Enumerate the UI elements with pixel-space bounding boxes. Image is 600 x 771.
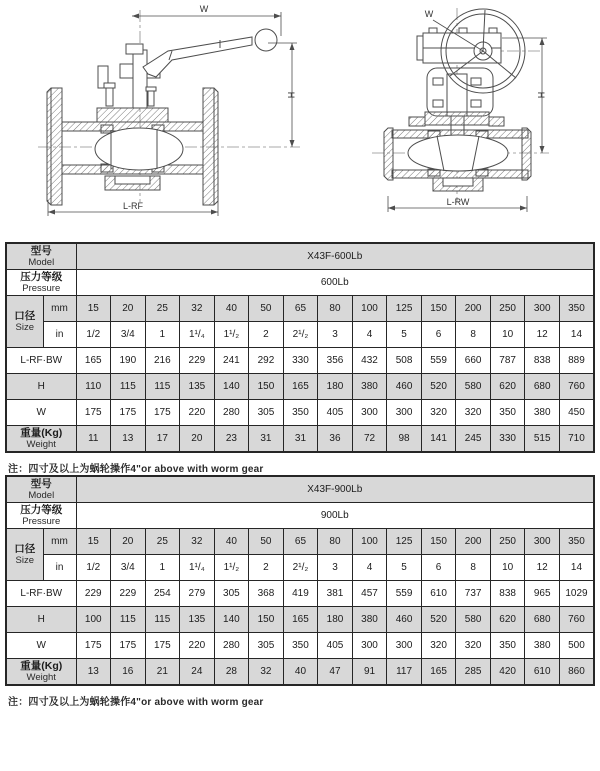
spec-cell: 12 xyxy=(525,322,560,348)
spec-cell: 5 xyxy=(387,555,422,581)
spec-cell: 450 xyxy=(559,400,594,426)
model-label: 型号 Model xyxy=(6,476,76,503)
spec-cell: 8 xyxy=(456,322,491,348)
size-in-row xyxy=(6,322,594,348)
spec-cell: 47 xyxy=(318,659,353,686)
spec-cell: 65 xyxy=(283,296,318,322)
spec-cell: 380 xyxy=(352,374,387,400)
spec-cell: 305 xyxy=(249,400,284,426)
spec-cell: 381 xyxy=(318,581,353,607)
weight-label: 重量(Kg) Weight xyxy=(6,659,76,686)
spec-cell: 760 xyxy=(559,607,594,633)
spec-cell: 141 xyxy=(421,426,456,453)
dim-label-h-left: H xyxy=(286,91,296,99)
spec-cell: 285 xyxy=(456,659,491,686)
spec-cell: 40 xyxy=(283,659,318,686)
spec-cell: 32 xyxy=(180,296,215,322)
note-900lb: 注：四寸及以上为蜗轮操作4"or above with worm gear xyxy=(8,697,264,708)
lever-handle xyxy=(143,37,252,77)
h-row xyxy=(6,607,594,633)
spec-cell: 300 xyxy=(352,400,387,426)
spec-cell: 350 xyxy=(490,633,525,659)
spec-cell: 190 xyxy=(111,348,146,374)
spec-cell: 23 xyxy=(214,426,249,453)
spec-cell: 380 xyxy=(352,607,387,633)
spec-cell: 14 xyxy=(559,322,594,348)
weight-row xyxy=(6,426,594,453)
dim-label-lrw: L-RW xyxy=(446,197,470,207)
spec-cell: 165 xyxy=(76,348,111,374)
spec-cell: 13 xyxy=(111,426,146,453)
spec-cell: 175 xyxy=(111,633,146,659)
spec-cell: 460 xyxy=(387,607,422,633)
spec-cell: 175 xyxy=(145,400,180,426)
spec-cell: 515 xyxy=(525,426,560,453)
spec-cell: 300 xyxy=(525,296,560,322)
stem xyxy=(447,74,467,116)
size-mm-row xyxy=(6,296,594,322)
weight-row xyxy=(6,659,594,686)
spec-cell: 380 xyxy=(525,400,560,426)
note-600lb: 注：四寸及以上为蜗轮操作4"or above with worm gear xyxy=(8,464,264,475)
spec-cell: 419 xyxy=(283,581,318,607)
handle-ball-grip xyxy=(255,29,277,51)
spec-cell: 40 xyxy=(214,529,249,555)
spec-cell: 350 xyxy=(490,400,525,426)
w-label: W xyxy=(6,633,76,659)
spec-cell: 1 xyxy=(145,322,180,348)
spec-cell: 620 xyxy=(490,374,525,400)
model-row xyxy=(6,476,594,503)
size-label: 口径 Size xyxy=(6,296,43,348)
spec-cell: 350 xyxy=(559,529,594,555)
spec-cell: 5 xyxy=(387,322,422,348)
spec-cell: 1¹/₂ xyxy=(214,555,249,581)
spec-cell: 65 xyxy=(283,529,318,555)
spec-cell: 220 xyxy=(180,400,215,426)
spec-cell: 1/2 xyxy=(76,322,111,348)
spec-cell: 31 xyxy=(283,426,318,453)
spec-table-600lb xyxy=(5,242,595,453)
spec-cell: 12 xyxy=(525,555,560,581)
spec-cell: 24 xyxy=(180,659,215,686)
pressure-value: 600Lb xyxy=(76,270,594,296)
spec-cell: 25 xyxy=(145,296,180,322)
worm-gear-ball-valve-drawing xyxy=(372,8,549,212)
spec-cell: 838 xyxy=(525,348,560,374)
spec-cell: 110 xyxy=(76,374,111,400)
lrf-bw-row xyxy=(6,348,594,374)
dim-label-w-right: W xyxy=(424,9,434,19)
spec-cell: 175 xyxy=(76,633,111,659)
spec-cell: 117 xyxy=(387,659,422,686)
model-label: 型号 Model xyxy=(6,243,76,270)
spec-cell: 680 xyxy=(525,374,560,400)
spec-cell: 32 xyxy=(180,529,215,555)
h-label: H xyxy=(6,607,76,633)
spec-cell: 889 xyxy=(559,348,594,374)
spec-cell: 21 xyxy=(145,659,180,686)
spec-cell: 520 xyxy=(421,607,456,633)
spec-cell: 1029 xyxy=(559,581,594,607)
spec-cell: 91 xyxy=(352,659,387,686)
spec-cell: 72 xyxy=(352,426,387,453)
spec-cell: 180 xyxy=(318,607,353,633)
spec-cell: 175 xyxy=(111,400,146,426)
spec-cell: 760 xyxy=(559,374,594,400)
spec-cell: 965 xyxy=(525,581,560,607)
spec-cell: 115 xyxy=(111,607,146,633)
unit-mm-label: mm xyxy=(43,529,76,555)
spec-cell: 125 xyxy=(387,296,422,322)
stem-nut xyxy=(126,44,143,54)
spec-cell: 432 xyxy=(352,348,387,374)
spec-cell: 25 xyxy=(145,529,180,555)
w-label: W xyxy=(6,400,76,426)
spec-cell: 32 xyxy=(249,659,284,686)
spec-cell: 838 xyxy=(490,581,525,607)
spec-cell: 330 xyxy=(490,426,525,453)
spec-cell: 580 xyxy=(456,607,491,633)
dim-label-w-left: W xyxy=(199,4,209,14)
spec-cell: 508 xyxy=(387,348,422,374)
spec-cell: 10 xyxy=(490,555,525,581)
spec-cell: 4 xyxy=(352,322,387,348)
spec-cell: 150 xyxy=(249,607,284,633)
dim-label-h-right: H xyxy=(536,91,546,99)
spec-cell: 3 xyxy=(318,555,353,581)
spec-cell: 320 xyxy=(421,400,456,426)
spec-cell: 14 xyxy=(559,555,594,581)
spec-cell: 250 xyxy=(490,529,525,555)
spec-cell: 115 xyxy=(145,374,180,400)
spec-cell: 280 xyxy=(214,633,249,659)
spec-cell: 200 xyxy=(456,529,491,555)
mounting-pad xyxy=(425,112,489,125)
spec-cell: 460 xyxy=(387,374,422,400)
spec-cell: 17 xyxy=(145,426,180,453)
spec-cell: 100 xyxy=(76,607,111,633)
spec-cell: 305 xyxy=(214,581,249,607)
bonnet-pad xyxy=(97,108,168,122)
spec-cell: 180 xyxy=(318,374,353,400)
spec-cell: 292 xyxy=(249,348,284,374)
spec-cell: 737 xyxy=(456,581,491,607)
spec-cell: 320 xyxy=(456,633,491,659)
spec-cell: 241 xyxy=(214,348,249,374)
spec-cell: 36 xyxy=(318,426,353,453)
lrf-bw-row xyxy=(6,581,594,607)
spec-cell: 300 xyxy=(387,633,422,659)
spec-cell: 254 xyxy=(145,581,180,607)
spec-cell: 98 xyxy=(387,426,422,453)
spec-cell: 115 xyxy=(111,374,146,400)
spec-cell: 11 xyxy=(76,426,111,453)
pressure-value: 900Lb xyxy=(76,503,594,529)
spec-cell: 2 xyxy=(249,555,284,581)
spec-cell: 50 xyxy=(249,529,284,555)
unit-mm-label: mm xyxy=(43,296,76,322)
spec-cell: 100 xyxy=(352,529,387,555)
spec-cell: 80 xyxy=(318,529,353,555)
spec-cell: 300 xyxy=(525,529,560,555)
spec-cell: 6 xyxy=(421,555,456,581)
unit-in-label: in xyxy=(43,322,76,348)
weight-label: 重量(Kg) Weight xyxy=(6,426,76,453)
left-weld-end xyxy=(384,128,393,180)
spec-cell: 660 xyxy=(456,348,491,374)
spec-cell: 20 xyxy=(111,529,146,555)
spec-cell: 135 xyxy=(180,607,215,633)
spec-cell: 305 xyxy=(249,633,284,659)
spec-cell: 2 xyxy=(249,322,284,348)
spec-cell: 135 xyxy=(180,374,215,400)
spec-cell: 216 xyxy=(145,348,180,374)
pressure-label: 压力等级 Pressure xyxy=(6,270,76,296)
spec-cell: 320 xyxy=(421,633,456,659)
spec-cell: 1/2 xyxy=(76,555,111,581)
spec-cell: 559 xyxy=(387,581,422,607)
spec-cell: 4 xyxy=(352,555,387,581)
spec-cell: 279 xyxy=(180,581,215,607)
valve-drawings xyxy=(0,0,600,242)
spec-cell: 100 xyxy=(352,296,387,322)
spec-cell: 368 xyxy=(249,581,284,607)
model-row xyxy=(6,243,594,270)
spec-cell: 220 xyxy=(180,633,215,659)
spec-cell: 28 xyxy=(214,659,249,686)
dim-label-lrf: L-RF xyxy=(123,201,143,211)
ball xyxy=(408,135,508,171)
spec-cell: 1 xyxy=(145,555,180,581)
spec-cell: 405 xyxy=(318,633,353,659)
spec-cell: 405 xyxy=(318,400,353,426)
spec-cell: 31 xyxy=(249,426,284,453)
spec-cell: 229 xyxy=(180,348,215,374)
right-flange xyxy=(203,88,218,205)
spec-cell: 350 xyxy=(283,633,318,659)
spec-cell: 330 xyxy=(283,348,318,374)
spec-cell: 245 xyxy=(456,426,491,453)
spec-cell: 3/4 xyxy=(111,322,146,348)
spec-cell: 165 xyxy=(421,659,456,686)
spec-cell: 20 xyxy=(111,296,146,322)
spec-cell: 8 xyxy=(456,555,491,581)
size-in-row xyxy=(6,555,594,581)
spec-cell: 3/4 xyxy=(111,555,146,581)
left-flange xyxy=(47,88,62,205)
spec-cell: 6 xyxy=(421,322,456,348)
spec-cell: 280 xyxy=(214,400,249,426)
lrf-bw-label: L-RF·BW xyxy=(6,348,76,374)
spec-cell: 356 xyxy=(318,348,353,374)
spec-cell: 15 xyxy=(76,529,111,555)
spec-cell: 580 xyxy=(456,374,491,400)
pressure-row xyxy=(6,503,594,529)
model-value: X43F-600Lb xyxy=(76,243,594,270)
h-label: H xyxy=(6,374,76,400)
spec-cell: 150 xyxy=(249,374,284,400)
spec-cell: 610 xyxy=(421,581,456,607)
spec-cell: 250 xyxy=(490,296,525,322)
spec-cell: 680 xyxy=(525,607,560,633)
spec-cell: 140 xyxy=(214,607,249,633)
spec-cell: 620 xyxy=(490,607,525,633)
spec-table-900lb xyxy=(5,475,595,686)
spec-cell: 16 xyxy=(111,659,146,686)
stem xyxy=(133,50,147,108)
spec-cell: 165 xyxy=(283,607,318,633)
spec-cell: 3 xyxy=(318,322,353,348)
lrf-bw-label: L-RF·BW xyxy=(6,581,76,607)
spec-cell: 115 xyxy=(145,607,180,633)
spec-cell: 520 xyxy=(421,374,456,400)
pressure-label: 压力等级 Pressure xyxy=(6,503,76,529)
pressure-row xyxy=(6,270,594,296)
spec-cell: 350 xyxy=(283,400,318,426)
lever-ball-valve-drawing xyxy=(38,4,300,216)
w-row xyxy=(6,633,594,659)
spec-cell: 1¹/₄ xyxy=(180,555,215,581)
right-weld-end xyxy=(522,128,531,180)
spec-cell: 559 xyxy=(421,348,456,374)
spec-cell: 300 xyxy=(387,400,422,426)
spec-cell: 787 xyxy=(490,348,525,374)
model-value: X43F-900Lb xyxy=(76,476,594,503)
ball xyxy=(95,128,183,170)
spec-cell: 1¹/₂ xyxy=(214,322,249,348)
spec-cell: 150 xyxy=(421,529,456,555)
spec-cell: 10 xyxy=(490,322,525,348)
spec-cell: 2¹/₂ xyxy=(283,555,318,581)
spec-cell: 229 xyxy=(111,581,146,607)
spec-cell: 500 xyxy=(559,633,594,659)
spec-cell: 2¹/₂ xyxy=(283,322,318,348)
spec-cell: 860 xyxy=(559,659,594,686)
w-row xyxy=(6,400,594,426)
spec-cell: 300 xyxy=(352,633,387,659)
spec-cell: 13 xyxy=(76,659,111,686)
spec-cell: 420 xyxy=(490,659,525,686)
spec-cell: 380 xyxy=(525,633,560,659)
spec-cell: 175 xyxy=(145,633,180,659)
spec-cell: 80 xyxy=(318,296,353,322)
spec-cell: 610 xyxy=(525,659,560,686)
spec-cell: 710 xyxy=(559,426,594,453)
spec-cell: 20 xyxy=(180,426,215,453)
spec-cell: 175 xyxy=(76,400,111,426)
spec-cell: 165 xyxy=(283,374,318,400)
spec-cell: 40 xyxy=(214,296,249,322)
spec-cell: 229 xyxy=(76,581,111,607)
size-label: 口径 Size xyxy=(6,529,43,581)
size-mm-row xyxy=(6,529,594,555)
spec-cell: 125 xyxy=(387,529,422,555)
spec-cell: 1¹/₄ xyxy=(180,322,215,348)
spec-cell: 140 xyxy=(214,374,249,400)
unit-in-label: in xyxy=(43,555,76,581)
h-row xyxy=(6,374,594,400)
spec-cell: 457 xyxy=(352,581,387,607)
spec-cell: 150 xyxy=(421,296,456,322)
spec-cell: 200 xyxy=(456,296,491,322)
spec-cell: 50 xyxy=(249,296,284,322)
spec-cell: 320 xyxy=(456,400,491,426)
spec-cell: 15 xyxy=(76,296,111,322)
spec-cell: 350 xyxy=(559,296,594,322)
